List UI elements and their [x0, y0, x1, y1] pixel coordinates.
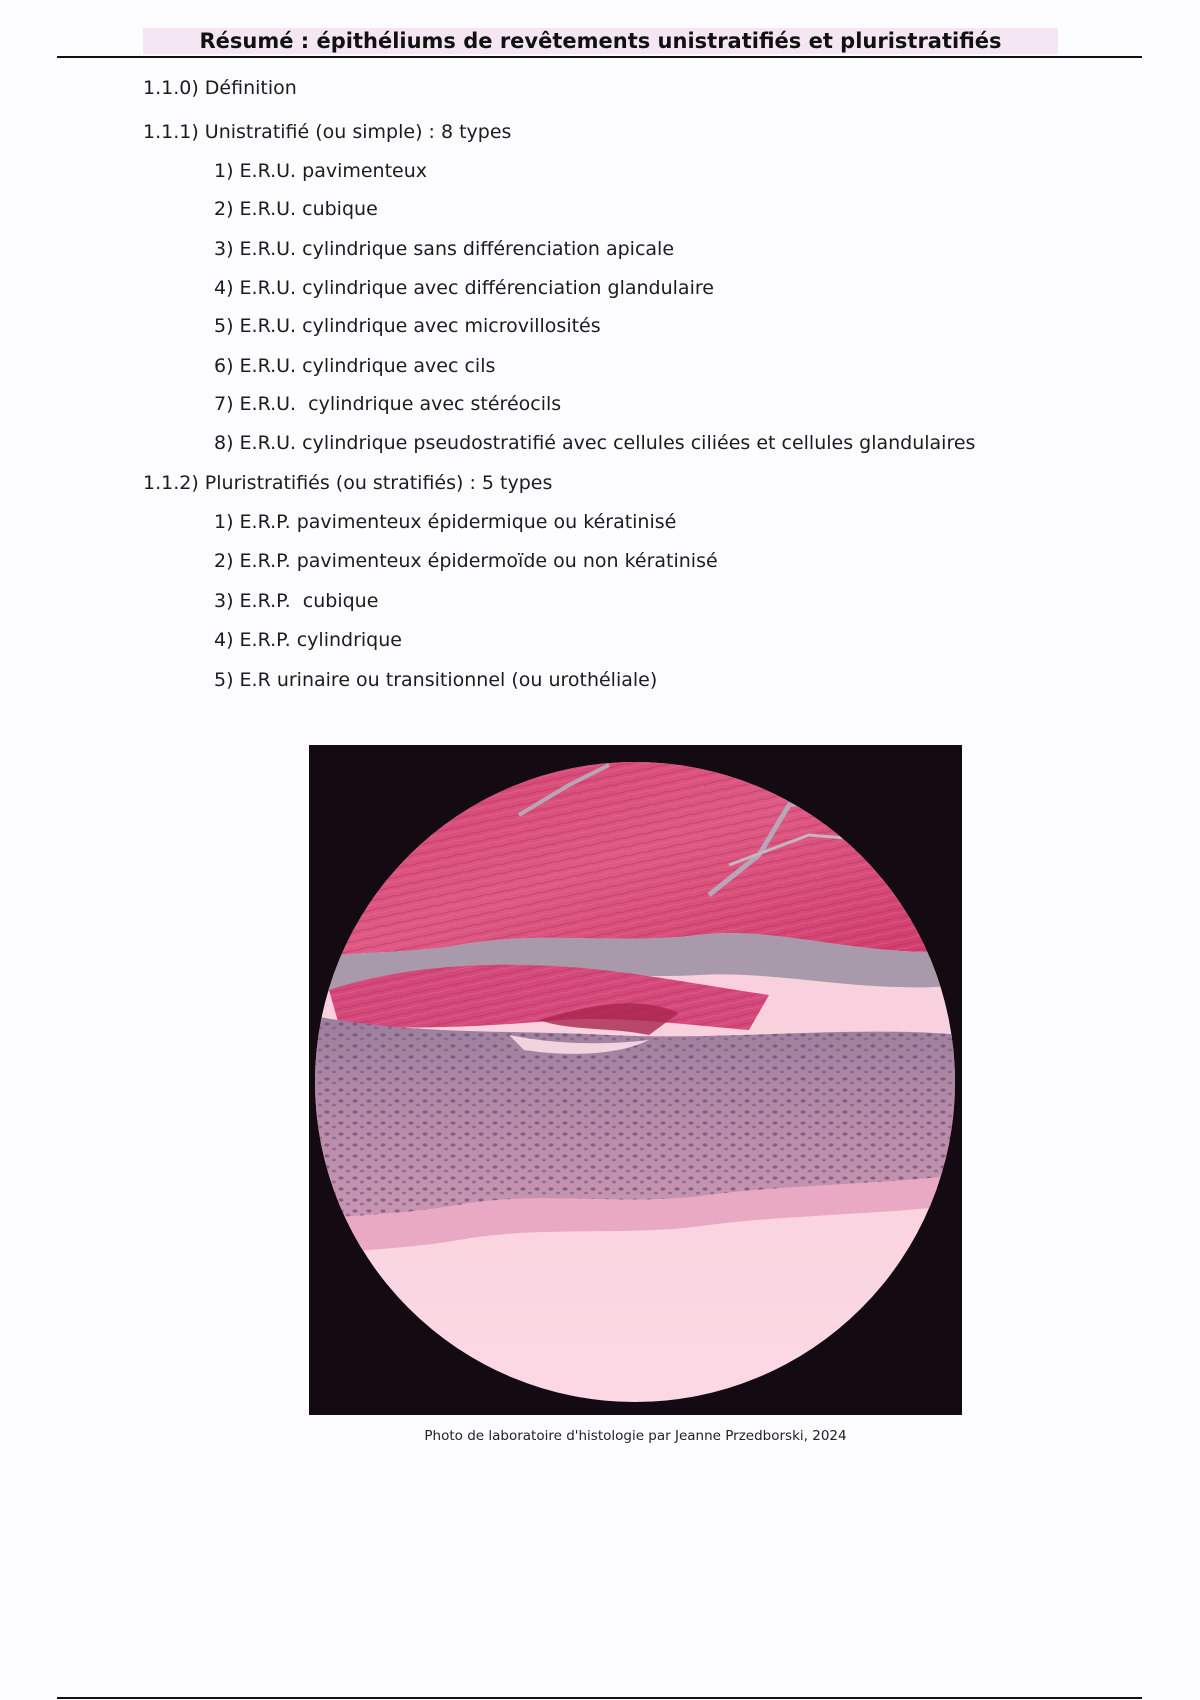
- section-pluristratifie-heading: 1.1.2) Pluristratifiés (ou stratifiés) : 5 types: [143, 472, 553, 494]
- list-item: 4) E.R.U. cylindrique avec différenciation glandulaire: [214, 277, 714, 299]
- list-item: 5) E.R.U. cylindrique avec microvillosités: [214, 315, 601, 337]
- list-item: 5) E.R urinaire ou transitionnel (ou urothéliale): [214, 669, 658, 691]
- footer-divider: [57, 1697, 1142, 1699]
- list-item: 8) E.R.U. cylindrique pseudostratifié avec cellules ciliées et cellules glandulaires: [214, 432, 976, 454]
- page-title: Résumé : épithéliums de revêtements unistratifiés et pluristratifiés: [143, 28, 1058, 54]
- figure-caption: Photo de laboratoire d'histologie par Jeanne Przedborski, 2024: [424, 1428, 847, 1444]
- micrograph-image: [309, 745, 962, 1415]
- list-item: 7) E.R.U. cylindrique avec stéréocils: [214, 393, 562, 415]
- list-item: 1) E.R.P. pavimenteux épidermique ou kératinisé: [214, 511, 677, 533]
- list-item: 2) E.R.P. pavimenteux épidermoïde ou non kératinisé: [214, 550, 718, 572]
- list-item: 2) E.R.U. cubique: [214, 198, 378, 220]
- list-item: 6) E.R.U. cylindrique avec cils: [214, 355, 496, 377]
- list-item: 3) E.R.P. cubique: [214, 590, 379, 612]
- histology-micrograph: [309, 745, 962, 1415]
- section-definition: 1.1.0) Définition: [143, 77, 297, 99]
- section-unistratifie-heading: 1.1.1) Unistratifié (ou simple) : 8 types: [143, 121, 512, 143]
- list-item: 1) E.R.U. pavimenteux: [214, 160, 428, 182]
- list-item: 3) E.R.U. cylindrique sans différenciation apicale: [214, 238, 675, 260]
- page-header: [57, 24, 1142, 58]
- list-item: 4) E.R.P. cylindrique: [214, 629, 402, 651]
